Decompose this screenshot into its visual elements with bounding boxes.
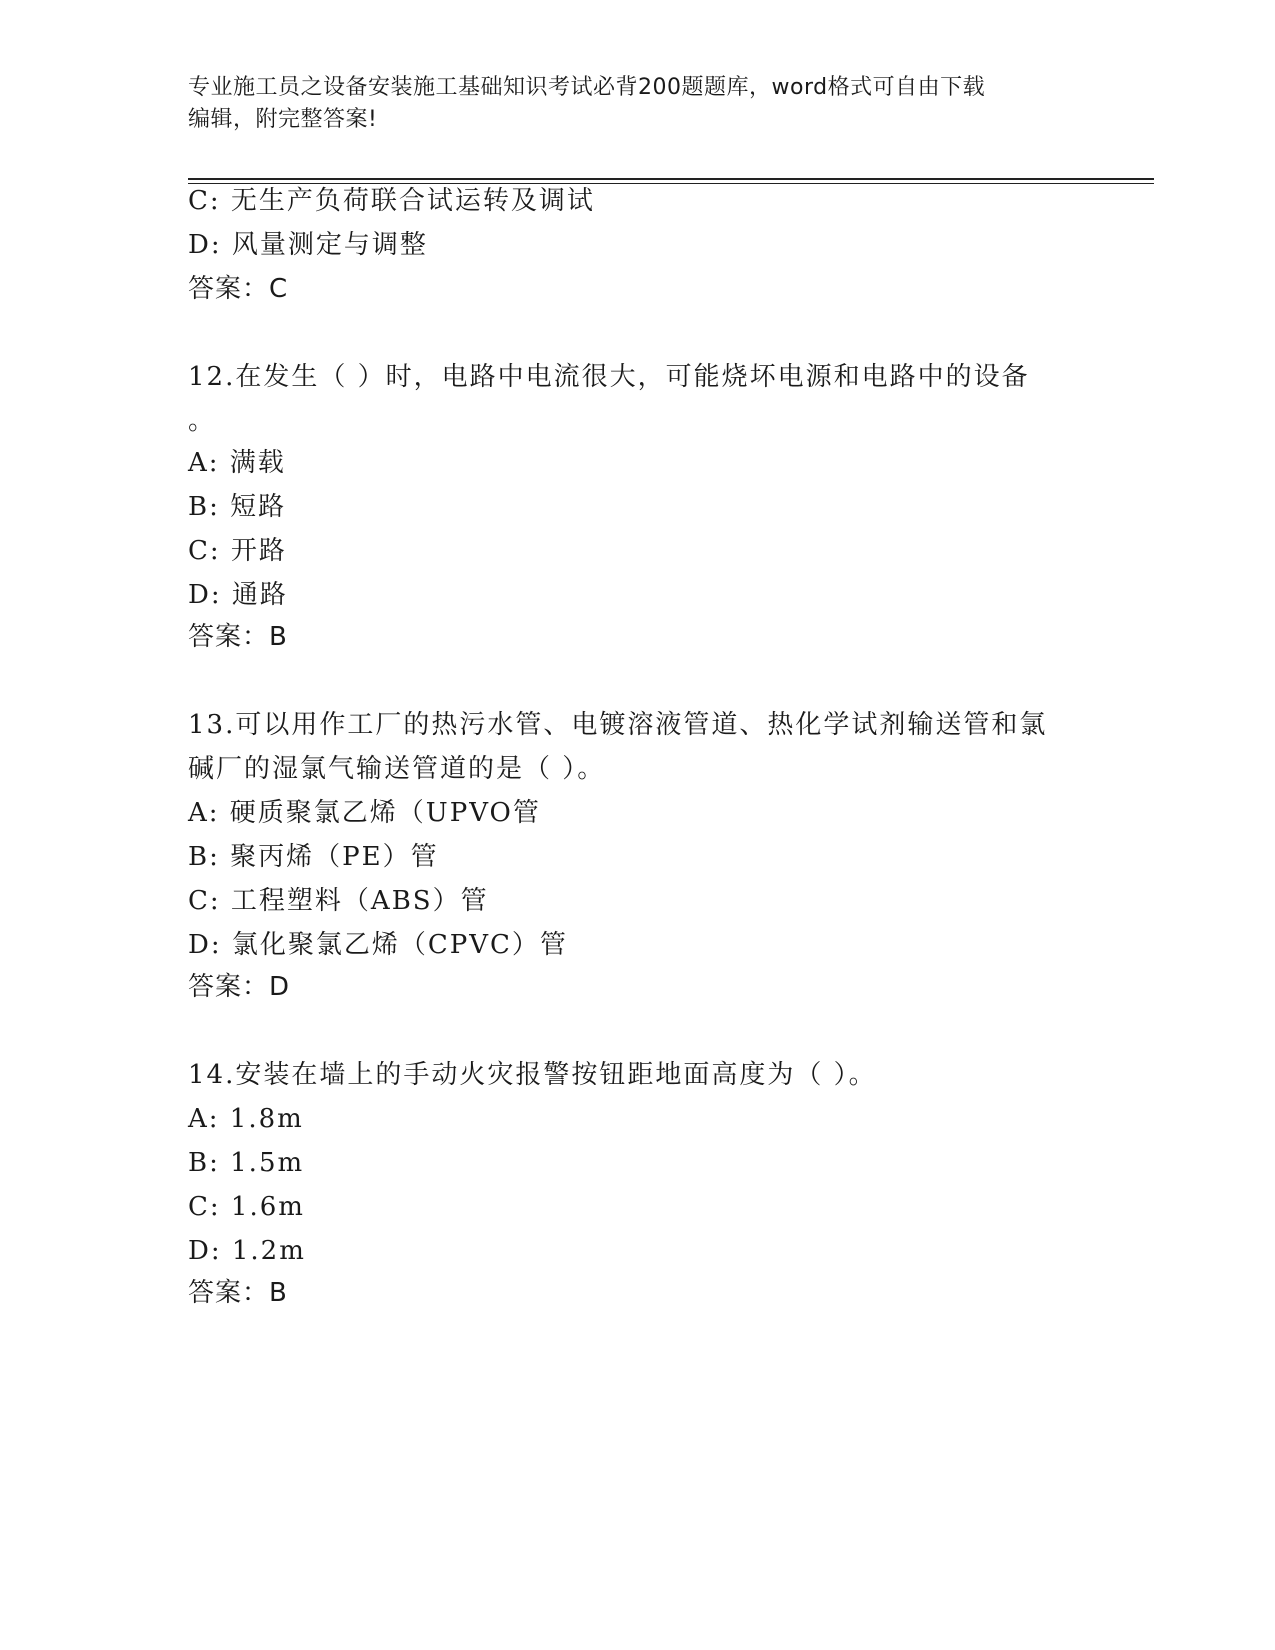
q13-option-a: A: 硬质聚氯乙烯（UPVO管 [188,798,541,828]
q13-stem-line1: 13.可以用作工厂的热污水管、电镀溶液管道、热化学试剂输送管和氯 [188,710,1048,740]
q12-answer: 答案：B [188,622,288,652]
q13-answer: 答案：D [188,972,291,1002]
q13-option-d: D: 氯化聚氯乙烯（CPVC）管 [188,930,568,960]
q12-stem-line2: 。 [188,406,217,436]
q12-option-a: A: 满载 [188,448,286,478]
q12-option-d: D: 通路 [188,580,288,610]
q11-answer: 答案：C [188,274,289,304]
header-divider-thin [188,183,1154,184]
header-title-line1: 专业施工员之设备安装施工基础知识考试必背200题题库，word格式可自由下载 [188,75,986,100]
q11-option-c: C: 无生产负荷联合试运转及调试 [188,186,595,216]
q14-option-d: D: 1.2m [188,1236,306,1266]
header-title-line2: 编辑，附完整答案! [188,107,378,132]
q14-answer: 答案：B [188,1278,288,1308]
q11-option-d: D: 风量测定与调整 [188,230,428,260]
q14-option-a: A: 1.8m [188,1104,304,1134]
header-divider-thick [188,178,1154,180]
q13-option-c: C: 工程塑料（ABS）管 [188,886,489,916]
document-header [188,72,1088,136]
q12-stem-line1: 12.在发生（ ）时，电路中电流很大，可能烧坏电源和电路中的设备 [188,362,1030,392]
q13-stem-line2: 碱厂的湿氯气输送管道的是（ ）。 [188,754,606,784]
q14-option-b: B: 1.5m [188,1148,305,1178]
q14-option-c: C: 1.6m [188,1192,305,1222]
q12-option-b: B: 短路 [188,492,287,522]
q14-stem-line1: 14.安装在墙上的手动火灾报警按钮距地面高度为（ ）。 [188,1060,877,1090]
q13-option-b: B: 聚丙烯（PE）管 [188,842,439,872]
q12-option-c: C: 开路 [188,536,287,566]
